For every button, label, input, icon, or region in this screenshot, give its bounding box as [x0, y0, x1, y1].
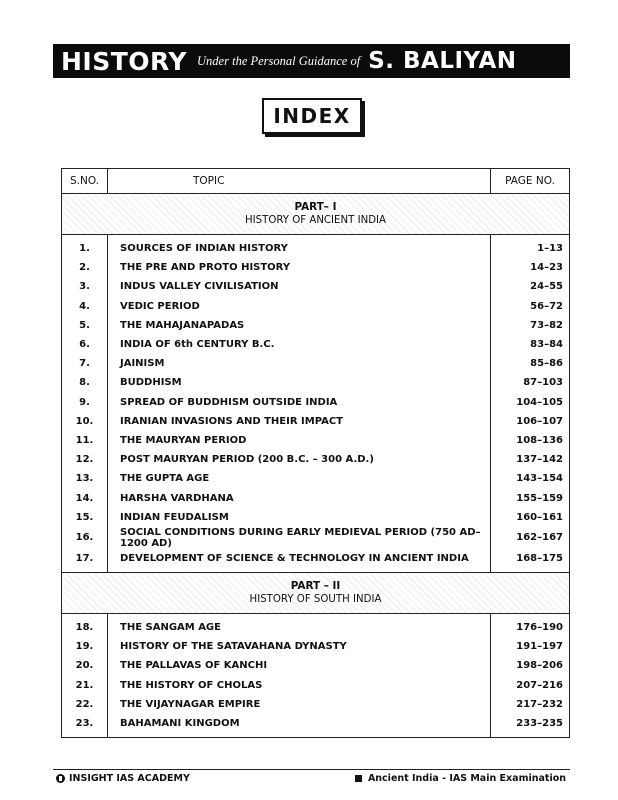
row-page: 143–154 [491, 469, 570, 488]
footer-academy: INSIGHT IAS ACADEMY [69, 773, 190, 784]
row-sno: 3. [62, 277, 108, 296]
table-row [62, 277, 570, 296]
table-row [62, 614, 570, 638]
row-sno: 7. [62, 354, 108, 373]
table-row [62, 714, 570, 738]
row-page: 24–55 [491, 277, 570, 296]
part-label: PART – II [290, 580, 341, 592]
table-row [62, 656, 570, 675]
table-row [62, 297, 570, 316]
table-row [62, 549, 570, 573]
table-row [62, 676, 570, 695]
row-page: 83–84 [491, 335, 570, 354]
header-topic: TOPIC [108, 169, 491, 194]
row-topic: THE VIJAYNAGAR EMPIRE [108, 695, 491, 714]
row-sno: 15. [62, 508, 108, 527]
row-topic: POST MAURYAN PERIOD (200 B.C. – 300 A.D.) [108, 450, 491, 469]
footer-left [56, 773, 190, 784]
table-row [62, 431, 570, 450]
row-topic: SOURCES OF INDIAN HISTORY [108, 235, 491, 259]
row-sno: 20. [62, 656, 108, 675]
row-page: 207–216 [491, 676, 570, 695]
header-page: PAGE NO. [491, 169, 570, 194]
table-row [62, 637, 570, 656]
row-sno: 22. [62, 695, 108, 714]
row-topic: HARSHA VARDHANA [108, 488, 491, 507]
header-banner [53, 44, 570, 78]
row-topic: JAINISM [108, 354, 491, 373]
row-sno: 21. [62, 676, 108, 695]
part-header-row [62, 573, 570, 614]
row-page: 168–175 [491, 549, 570, 573]
table-row [62, 393, 570, 412]
table-header-row [62, 169, 570, 194]
table-row [62, 527, 570, 549]
header-guidance: Under the Personal Guidance of [197, 53, 361, 68]
table-row [62, 508, 570, 527]
row-sno: 16. [62, 527, 108, 549]
row-sno: 5. [62, 316, 108, 335]
table-row [62, 412, 570, 431]
part-header-cell [62, 573, 570, 614]
index-title-box [262, 98, 362, 134]
row-topic: BAHAMANI KINGDOM [108, 714, 491, 738]
row-page: 56–72 [491, 297, 570, 316]
row-topic: BUDDHISM [108, 373, 491, 392]
table-row [62, 235, 570, 259]
row-sno: 12. [62, 450, 108, 469]
footer-exam: Ancient India - IAS Main Examination [367, 773, 566, 784]
table-row [62, 695, 570, 714]
table-row [62, 258, 570, 277]
row-topic: INDIA OF 6th CENTURY B.C. [108, 335, 491, 354]
row-topic: THE GUPTA AGE [108, 469, 491, 488]
row-sno: 14. [62, 488, 108, 507]
row-topic: INDUS VALLEY CIVILISATION [108, 277, 491, 296]
row-sno: 10. [62, 412, 108, 431]
table-body [62, 194, 570, 738]
row-topic: SOCIAL CONDITIONS DURING EARLY MEDIEVAL PERIOD (750 AD–1200 AD) [108, 527, 491, 549]
table-row [62, 373, 570, 392]
footer-right [355, 773, 566, 784]
table-row [62, 469, 570, 488]
row-page: 198–206 [491, 656, 570, 675]
row-sno: 4. [62, 297, 108, 316]
row-sno: 18. [62, 614, 108, 638]
row-page: 176–190 [491, 614, 570, 638]
part-title: HISTORY OF ANCIENT INDIA [244, 215, 387, 226]
row-sno: 2. [62, 258, 108, 277]
table-row [62, 335, 570, 354]
index-table [61, 168, 570, 738]
row-page: 106–107 [491, 412, 570, 431]
header-subject: HISTORY [61, 46, 188, 76]
row-page: 14–23 [491, 258, 570, 277]
header-sno: S.NO. [62, 169, 108, 194]
index-title: INDEX [273, 104, 351, 128]
row-page: 162–167 [491, 527, 570, 549]
row-page: 233–235 [491, 714, 570, 738]
row-sno: 19. [62, 637, 108, 656]
row-sno: 9. [62, 393, 108, 412]
header-author: S. BALIYAN [368, 48, 517, 74]
row-page: 217–232 [491, 695, 570, 714]
row-topic: THE PRE AND PROTO HISTORY [108, 258, 491, 277]
academy-logo-icon [56, 774, 65, 783]
row-topic: HISTORY OF THE SATAVAHANA DYNASTY [108, 637, 491, 656]
row-topic: THE HISTORY OF CHOLAS [108, 676, 491, 695]
part-label: PART– I [294, 201, 337, 213]
row-page: 160–161 [491, 508, 570, 527]
square-bullet-icon [355, 775, 362, 782]
row-sno: 1. [62, 235, 108, 259]
row-page: 104–105 [491, 393, 570, 412]
row-sno: 17. [62, 549, 108, 573]
table-row [62, 450, 570, 469]
row-sno: 13. [62, 469, 108, 488]
row-page: 85–86 [491, 354, 570, 373]
row-topic: INDIAN FEUDALISM [108, 508, 491, 527]
row-topic: THE MAHAJANAPADAS [108, 316, 491, 335]
row-topic: SPREAD OF BUDDHISM OUTSIDE INDIA [108, 393, 491, 412]
part-title: HISTORY OF SOUTH INDIA [249, 594, 382, 605]
row-sno: 11. [62, 431, 108, 450]
table-row [62, 316, 570, 335]
row-sno: 23. [62, 714, 108, 738]
row-page: 191–197 [491, 637, 570, 656]
footer-divider [53, 769, 570, 770]
row-topic: THE PALLAVAS OF KANCHI [108, 656, 491, 675]
row-page: 137–142 [491, 450, 570, 469]
part-header-cell [62, 194, 570, 235]
table-row [62, 488, 570, 507]
row-page: 1–13 [491, 235, 570, 259]
row-sno: 8. [62, 373, 108, 392]
row-topic: VEDIC PERIOD [108, 297, 491, 316]
row-page: 87–103 [491, 373, 570, 392]
row-page: 108–136 [491, 431, 570, 450]
row-sno: 6. [62, 335, 108, 354]
row-topic: THE MAURYAN PERIOD [108, 431, 491, 450]
table-row [62, 354, 570, 373]
row-topic: IRANIAN INVASIONS AND THEIR IMPACT [108, 412, 491, 431]
part-header-row [62, 194, 570, 235]
row-page: 155–159 [491, 488, 570, 507]
row-page: 73–82 [491, 316, 570, 335]
row-topic: THE SANGAM AGE [108, 614, 491, 638]
row-topic: DEVELOPMENT OF SCIENCE & TECHNOLOGY IN ANCIENT INDIA [108, 549, 491, 573]
